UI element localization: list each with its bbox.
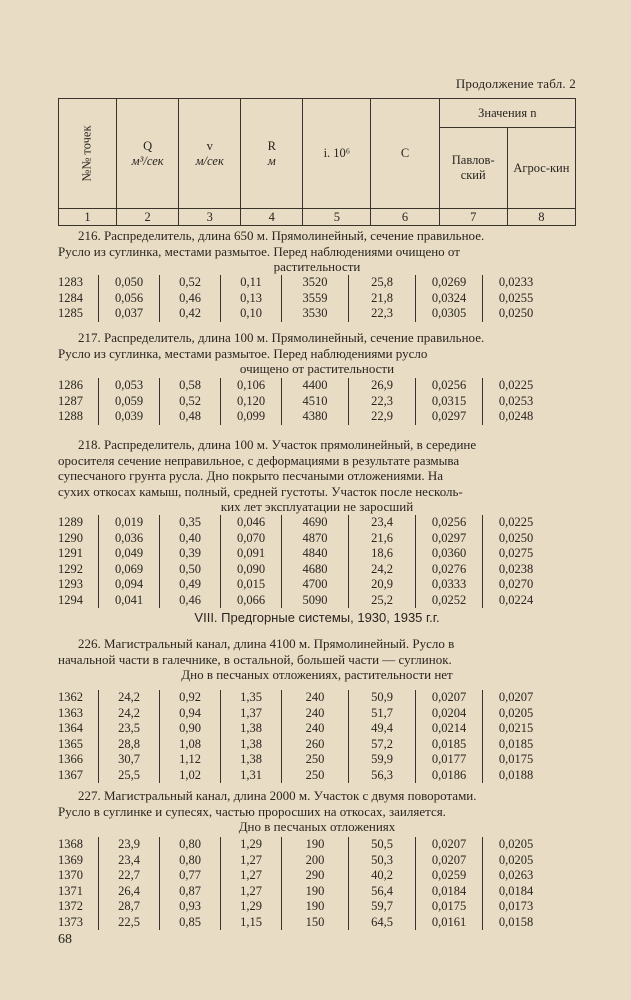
- table-cell: 0,0188: [482, 768, 549, 784]
- table-cell: 4690: [281, 515, 348, 531]
- table-cell: 0,0207: [415, 690, 482, 706]
- table-cell: 0,0184: [415, 884, 482, 900]
- table-cell: 1366: [58, 752, 83, 766]
- table-cell: 200: [281, 853, 348, 869]
- table-cell: 0,52: [159, 394, 220, 410]
- table-cell: 22,5: [98, 915, 159, 931]
- table-cell: 26,4: [98, 884, 159, 900]
- table-cell: 1290: [58, 530, 83, 545]
- table-cell: 0,0252: [415, 593, 482, 609]
- table-cell: 0,0185: [415, 737, 482, 753]
- table-cell: 1289: [58, 515, 83, 529]
- section-title: [58, 788, 576, 835]
- table-cell: 0,87: [159, 884, 220, 900]
- section-title-line: супесчаного грунта русла. Дно покрыто песчаными отложениями. На: [58, 468, 444, 483]
- table-cell: 23,4: [348, 515, 415, 531]
- table-cell: 1364: [58, 721, 83, 735]
- table-row: [58, 562, 576, 578]
- table-cell: 1288: [58, 409, 83, 423]
- table-cell: 4510: [281, 394, 348, 410]
- table-cell: 1,27: [220, 868, 281, 884]
- table-cell: 0,92: [159, 690, 220, 706]
- table-cell: 0,070: [220, 531, 281, 547]
- table-cell: 1362: [58, 690, 83, 704]
- table-cell: 1365: [58, 736, 83, 751]
- table-cell: 0,0161: [415, 915, 482, 931]
- table-cell: 1292: [58, 561, 83, 576]
- section-title-line: 218. Распределитель, длина 100 м. Участок прямолинейный, в середине: [78, 437, 477, 452]
- section-title-line: Русло в суглинке и супесях, частью проросших на откосах, заиляется.: [58, 803, 446, 819]
- table-cell: 3520: [281, 275, 348, 291]
- table-cell: 0,0207: [415, 837, 482, 853]
- table-cell: 25,5: [98, 768, 159, 784]
- table-cell: 0,49: [159, 577, 220, 593]
- table-cell: 1,38: [220, 737, 281, 753]
- table-row: [58, 577, 576, 593]
- table-cell: 23,9: [98, 837, 159, 853]
- table-cell: 0,93: [159, 899, 220, 915]
- table-cell: 64,5: [348, 915, 415, 931]
- section-title-line: Дно в песчаных отложениях, растительности нет: [181, 667, 453, 682]
- table-cell: 3559: [281, 291, 348, 307]
- table-row: [58, 915, 576, 931]
- header-col-c: C: [371, 99, 439, 209]
- table-row: [58, 899, 576, 915]
- table-cell: 0,48: [159, 409, 220, 425]
- section-title-line: ких лет эксплуатации не заросший: [220, 499, 414, 514]
- table-row: [58, 721, 576, 737]
- table-cell: 4840: [281, 546, 348, 562]
- table-row: [58, 593, 576, 609]
- table-cell: 1,31: [220, 768, 281, 784]
- header-number-row: 1 2 3 4 5 6 7 8: [59, 209, 576, 226]
- table-cell: 1,02: [159, 768, 220, 784]
- table-cell: 0,015: [220, 577, 281, 593]
- table-cell: 25,8: [348, 275, 415, 291]
- header-col-n-group: Значения n: [439, 99, 575, 128]
- table-cell: 290: [281, 868, 348, 884]
- table-cell: 0,0297: [415, 409, 482, 425]
- table-cell: 0,0175: [415, 899, 482, 915]
- table-cell: 1372: [58, 899, 83, 913]
- table-cell: 25,2: [348, 593, 415, 609]
- table-cell: 0,0250: [482, 531, 549, 547]
- table-cell: 24,2: [98, 706, 159, 722]
- table-cell: 0,0275: [482, 546, 549, 562]
- table-cell: 1,37: [220, 706, 281, 722]
- table-cell: 0,0205: [482, 706, 549, 722]
- section-title-line: 217. Распределитель, длина 100 м. Прямолинейный, сечение правильное.: [78, 330, 485, 345]
- section-title: [58, 228, 576, 275]
- table-row: [58, 546, 576, 562]
- table-cell: 5090: [281, 593, 348, 609]
- table-cell: 1,29: [220, 899, 281, 915]
- table-cell: 1,38: [220, 752, 281, 768]
- table-cell: 0,037: [98, 306, 159, 322]
- table-cell: 0,0215: [482, 721, 549, 737]
- table-cell: 0,099: [220, 409, 281, 425]
- header-col-i: i. 10⁶: [303, 99, 371, 209]
- table-cell: 1367: [58, 767, 83, 782]
- table-cell: 0,090: [220, 562, 281, 578]
- table-row: [58, 291, 576, 307]
- data-rows: [58, 690, 576, 783]
- table-cell: 0,036: [98, 531, 159, 547]
- table-cell: 56,4: [348, 884, 415, 900]
- table-cell: 0,0256: [415, 378, 482, 394]
- table-cell: 50,9: [348, 690, 415, 706]
- table-cell: 0,0238: [482, 562, 549, 578]
- table-cell: 1371: [58, 883, 83, 898]
- section-heading: VIII. Предгорные системы, 1930, 1935 г.г.: [194, 610, 440, 625]
- table-cell: 0,0360: [415, 546, 482, 562]
- header-col-no: №№ точек: [59, 99, 117, 209]
- table-row: [58, 275, 576, 291]
- table-row: [58, 515, 576, 531]
- section-title: [58, 437, 576, 515]
- table-cell: 22,9: [348, 409, 415, 425]
- table-cell: 57,2: [348, 737, 415, 753]
- table-cell: 0,0263: [482, 868, 549, 884]
- table-cell: 28,7: [98, 899, 159, 915]
- table-cell: 0,0297: [415, 531, 482, 547]
- table-cell: 0,0259: [415, 868, 482, 884]
- header-col-r: R м: [241, 99, 303, 209]
- table-cell: 4700: [281, 577, 348, 593]
- table-cell: 0,90: [159, 721, 220, 737]
- table-header: [58, 98, 576, 226]
- table-cell: 0,42: [159, 306, 220, 322]
- page-number: 68: [58, 932, 72, 947]
- table-cell: 40,2: [348, 868, 415, 884]
- table-cell: 1370: [58, 868, 83, 882]
- table-cell: 0,0207: [415, 853, 482, 869]
- table-cell: 0,046: [220, 515, 281, 531]
- table-cell: 0,0256: [415, 515, 482, 531]
- table-cell: 0,94: [159, 706, 220, 722]
- table-cell: 0,77: [159, 868, 220, 884]
- table-cell: 0,106: [220, 378, 281, 394]
- header-col-pavlov: Павлов-ский: [439, 128, 507, 209]
- table-cell: 150: [281, 915, 348, 931]
- data-rows: [58, 837, 576, 930]
- table-cell: 0,0173: [482, 899, 549, 915]
- table-cell: 0,0250: [482, 306, 549, 322]
- table-cell: 1,08: [159, 737, 220, 753]
- table-cell: 50,3: [348, 853, 415, 869]
- table-cell: 0,40: [159, 531, 220, 547]
- table-cell: 59,7: [348, 899, 415, 915]
- table-cell: 0,050: [98, 275, 159, 291]
- table-cell: 250: [281, 752, 348, 768]
- section-title: [58, 330, 576, 377]
- table-cell: 1,12: [159, 752, 220, 768]
- table-cell: 21,8: [348, 291, 415, 307]
- table-row: [58, 884, 576, 900]
- table-cell: 0,85: [159, 915, 220, 931]
- table-cell: 1,15: [220, 915, 281, 931]
- table-cell: 0,056: [98, 291, 159, 307]
- table-row: [58, 737, 576, 753]
- section-title-line: Русло из суглинка, местами размытое. Перед наблюдениями русло: [58, 345, 428, 361]
- header-col-agroskin: Агрос-кин: [507, 128, 575, 209]
- table-cell: 26,9: [348, 378, 415, 394]
- table-cell: 0,58: [159, 378, 220, 394]
- table-cell: 0,80: [159, 837, 220, 853]
- table-cell: 0,11: [220, 275, 281, 291]
- table-cell: 0,0204: [415, 706, 482, 722]
- table-cell: 0,0333: [415, 577, 482, 593]
- table-cell: 0,0305: [415, 306, 482, 322]
- table-cell: 1293: [58, 577, 83, 591]
- table-cell: 0,094: [98, 577, 159, 593]
- section-title-line: оросителя сечение неправильное, с деформациями в результате размыва: [58, 452, 460, 468]
- table-cell: 0,50: [159, 562, 220, 578]
- table-cell: 23,5: [98, 721, 159, 737]
- table-cell: 190: [281, 837, 348, 853]
- table-cell: 0,0224: [482, 593, 549, 609]
- table-cell: 0,0315: [415, 394, 482, 410]
- table-cell: 0,10: [220, 306, 281, 322]
- table-cell: 1283: [58, 275, 83, 289]
- table-cell: 0,0225: [482, 515, 549, 531]
- table-cell: 1291: [58, 546, 83, 560]
- table-cell: 1363: [58, 705, 83, 720]
- table-cell: 0,0185: [482, 737, 549, 753]
- section-title-line: Дно в песчаных отложениях: [238, 819, 396, 834]
- table-cell: 0,0207: [482, 690, 549, 706]
- table-cell: 0,0253: [482, 394, 549, 410]
- section-title-line: 226. Магистральный канал, длина 4100 м. Прямолинейный. Русло в: [78, 636, 455, 651]
- table-cell: 0,120: [220, 394, 281, 410]
- table-cell: 59,9: [348, 752, 415, 768]
- table-cell: 240: [281, 721, 348, 737]
- table-cell: 0,019: [98, 515, 159, 531]
- table-cell: 24,2: [348, 562, 415, 578]
- table-cell: 0,053: [98, 378, 159, 394]
- table-cell: 0,0248: [482, 409, 549, 425]
- table-cell: 18,6: [348, 546, 415, 562]
- table-cell: 240: [281, 690, 348, 706]
- table-row: [58, 409, 576, 425]
- table-cell: 1,27: [220, 853, 281, 869]
- table-cell: 0,0225: [482, 378, 549, 394]
- table-cell: 0,0255: [482, 291, 549, 307]
- table-cell: 190: [281, 899, 348, 915]
- header-col-v: v м/сек: [179, 99, 241, 209]
- table-cell: 0,0175: [482, 752, 549, 768]
- table-cell: 4870: [281, 531, 348, 547]
- table-cell: 0,041: [98, 593, 159, 609]
- table-cell: 51,7: [348, 706, 415, 722]
- table-row: [58, 306, 576, 322]
- table-cell: 0,059: [98, 394, 159, 410]
- table-row: [58, 853, 576, 869]
- table-cell: 0,049: [98, 546, 159, 562]
- table-cell: 49,4: [348, 721, 415, 737]
- table-cell: 0,80: [159, 853, 220, 869]
- table-cell: 0,46: [159, 593, 220, 609]
- table-cell: 1284: [58, 290, 83, 305]
- table-row: [58, 378, 576, 394]
- table-cell: 56,3: [348, 768, 415, 784]
- table-cell: 0,0324: [415, 291, 482, 307]
- header-col-q: Q м³/сек: [117, 99, 179, 209]
- table-cell: 1369: [58, 852, 83, 867]
- table-cell: 0,0158: [482, 915, 549, 931]
- table-row: [58, 752, 576, 768]
- table-row: [58, 768, 576, 784]
- table-cell: 0,0269: [415, 275, 482, 291]
- table-row: [58, 394, 576, 410]
- table-cell: 21,6: [348, 531, 415, 547]
- table-cell: 1,29: [220, 837, 281, 853]
- continuation-label: Продолжение табл. 2: [455, 76, 576, 91]
- table-cell: 0,0184: [482, 884, 549, 900]
- table-cell: 0,0177: [415, 752, 482, 768]
- table-cell: 260: [281, 737, 348, 753]
- table-cell: 0,39: [159, 546, 220, 562]
- table-cell: 1,27: [220, 884, 281, 900]
- table-cell: 1,35: [220, 690, 281, 706]
- table-cell: 0,0205: [482, 837, 549, 853]
- table-row: [58, 868, 576, 884]
- table-cell: 22,7: [98, 868, 159, 884]
- table-cell: 30,7: [98, 752, 159, 768]
- table-row: [58, 531, 576, 547]
- table-cell: 4680: [281, 562, 348, 578]
- table-cell: 24,2: [98, 690, 159, 706]
- data-rows: [58, 515, 576, 608]
- table-cell: 1373: [58, 914, 83, 929]
- table-cell: 190: [281, 884, 348, 900]
- table-cell: 20,9: [348, 577, 415, 593]
- table-cell: 0,0205: [482, 853, 549, 869]
- section-title-line: Русло из суглинка, местами размытое. Перед наблюдениями очищено от: [58, 243, 460, 259]
- table-cell: 1285: [58, 306, 83, 320]
- data-rows: [58, 378, 576, 425]
- table-cell: 50,5: [348, 837, 415, 853]
- table-cell: 0,0276: [415, 562, 482, 578]
- table-cell: 0,46: [159, 291, 220, 307]
- table-cell: 240: [281, 706, 348, 722]
- table-cell: 22,3: [348, 394, 415, 410]
- table-cell: 0,0270: [482, 577, 549, 593]
- table-row: [58, 690, 576, 706]
- table-cell: 23,4: [98, 853, 159, 869]
- table-cell: 0,091: [220, 546, 281, 562]
- section-title-line: 216. Распределитель, длина 650 м. Прямолинейный, сечение правильное.: [78, 228, 485, 243]
- table-cell: 3530: [281, 306, 348, 322]
- table-cell: 1287: [58, 393, 83, 408]
- table-cell: 0,52: [159, 275, 220, 291]
- table-cell: 0,0214: [415, 721, 482, 737]
- table-cell: 0,13: [220, 291, 281, 307]
- table-cell: 1286: [58, 378, 83, 392]
- section-title-line: начальной части в галечнике, в остальной, большей части — суглинок.: [58, 651, 452, 667]
- table-cell: 0,069: [98, 562, 159, 578]
- table-cell: 22,3: [348, 306, 415, 322]
- table-row: [58, 706, 576, 722]
- table-cell: 250: [281, 768, 348, 784]
- section-title-line: очищено от растительности: [239, 361, 395, 376]
- table-cell: 4400: [281, 378, 348, 394]
- table-cell: 1,38: [220, 721, 281, 737]
- section-title-line: 227. Магистральный канал, длина 2000 м. Участок с двумя поворотами.: [78, 788, 477, 803]
- table-cell: 0,066: [220, 593, 281, 609]
- table-cell: 1368: [58, 837, 83, 851]
- section-title-line: сухих откосах камыш, полный, средней густоты. Участок после несколь-: [58, 483, 463, 499]
- section-title-line: растительности: [273, 259, 361, 274]
- table-cell: 0,039: [98, 409, 159, 425]
- table-cell: 4380: [281, 409, 348, 425]
- table-cell: 0,35: [159, 515, 220, 531]
- table-cell: 1294: [58, 592, 83, 607]
- table-cell: 28,8: [98, 737, 159, 753]
- data-rows: [58, 275, 576, 322]
- table-cell: 0,0233: [482, 275, 549, 291]
- table-row: [58, 837, 576, 853]
- section-title: [58, 636, 576, 683]
- table-cell: 0,0186: [415, 768, 482, 784]
